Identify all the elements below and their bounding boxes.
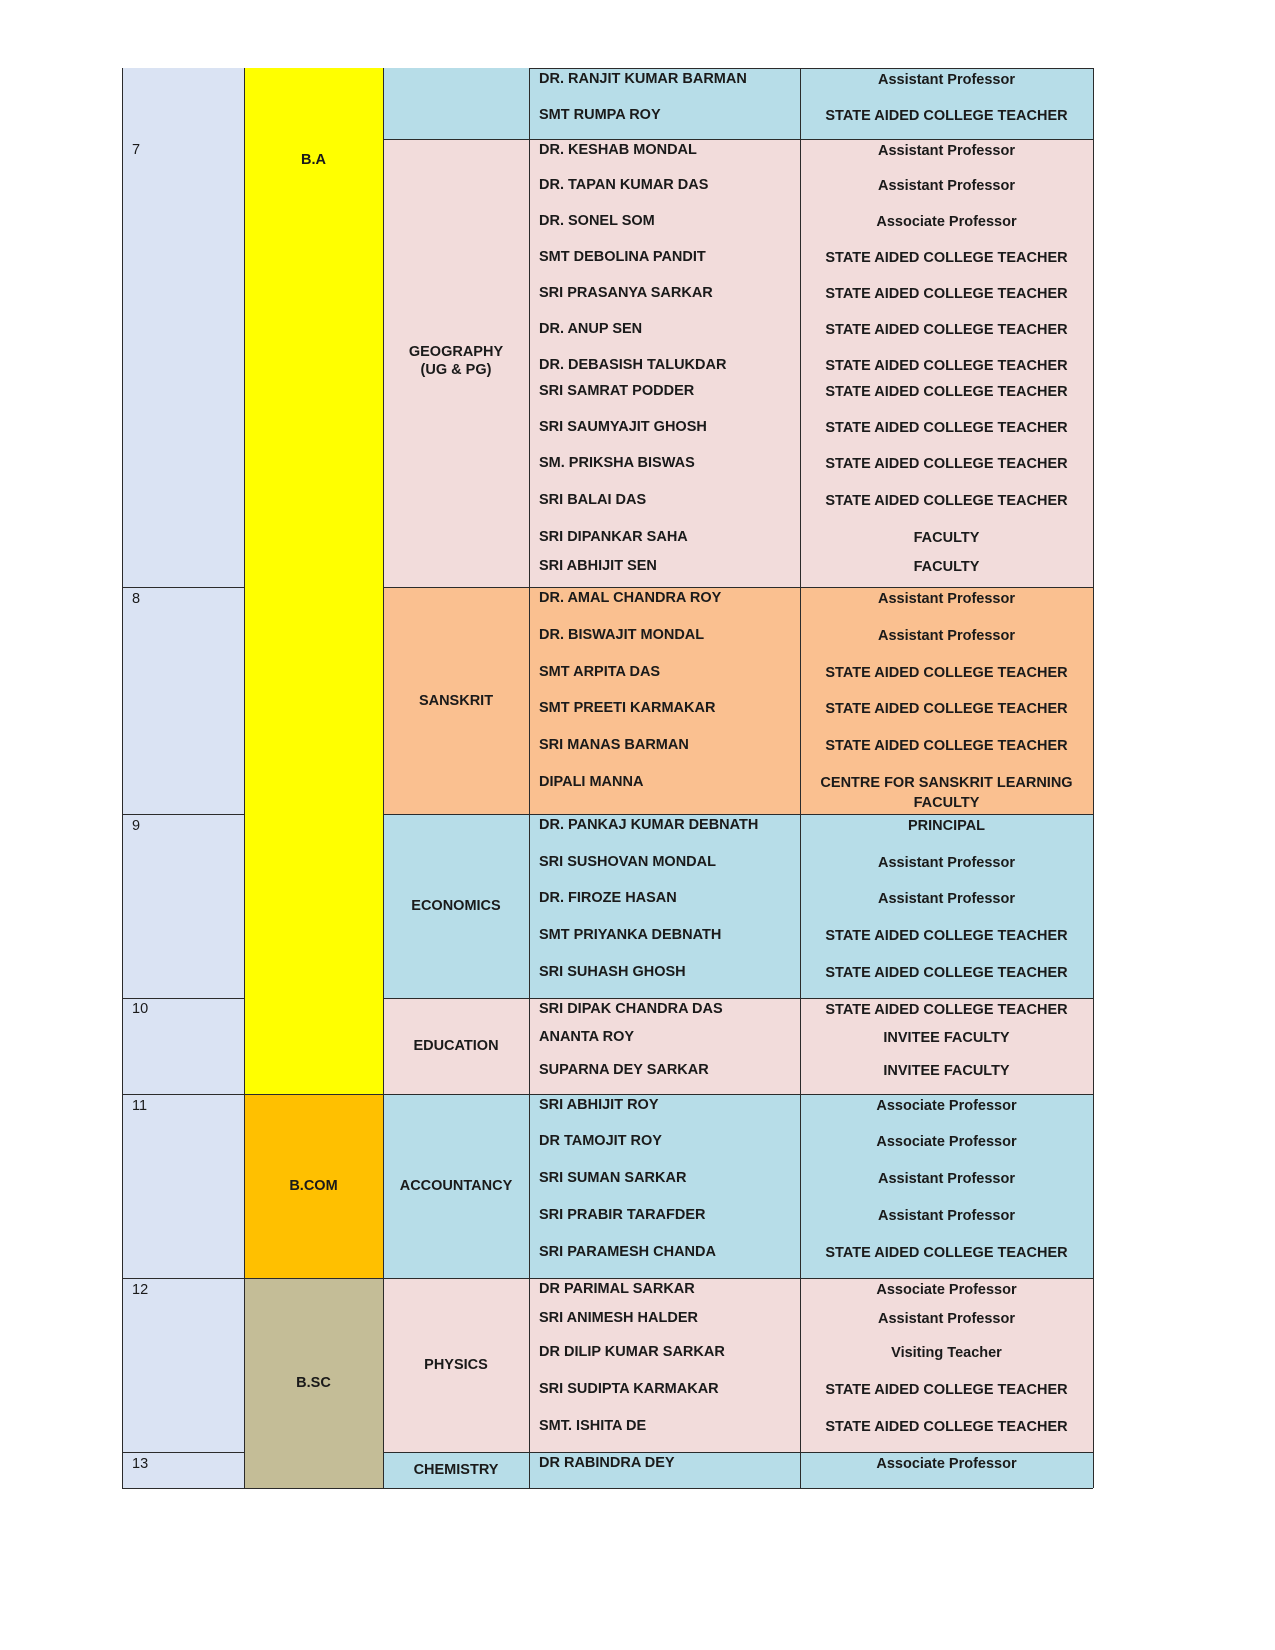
faculty-designation: Assistant Professor xyxy=(878,855,1015,871)
faculty-name: DR TAMOJIT ROY xyxy=(539,1133,662,1149)
faculty-name: SRI DIPAK CHANDRA DAS xyxy=(539,1001,723,1017)
faculty-designation: STATE AIDED COLLEGE TEACHER xyxy=(825,1419,1068,1435)
department-divider xyxy=(383,139,1093,140)
faculty-designation: STATE AIDED COLLEGE TEACHER xyxy=(825,420,1068,436)
faculty-designation: PRINCIPAL xyxy=(907,818,986,834)
faculty-designation: Assistant Professor xyxy=(878,72,1015,88)
faculty-name: DR. TAPAN KUMAR DAS xyxy=(539,177,709,193)
department-divider xyxy=(383,1278,1093,1279)
department-label: GEOGRAPHY (UG & PG) xyxy=(408,344,504,378)
faculty-name: DR. AMAL CHANDRA ROY xyxy=(539,590,722,606)
faculty-name: DR. DEBASISH TALUKDAR xyxy=(539,357,727,373)
serial-divider xyxy=(122,1452,244,1453)
department-label: EDUCATION xyxy=(413,1038,499,1054)
column-divider xyxy=(383,68,384,1488)
column-divider xyxy=(800,68,801,1488)
department-divider xyxy=(383,998,1093,999)
serial-cell xyxy=(122,1278,244,1452)
faculty-designation: INVITEE FACULTY xyxy=(883,1030,1010,1046)
faculty-name: SRI ABHIJIT ROY xyxy=(539,1097,659,1113)
stream-divider xyxy=(244,1278,383,1279)
serial-divider xyxy=(122,1278,244,1279)
faculty-name: SRI SAUMYAJIT GHOSH xyxy=(539,419,707,435)
faculty-name: DR. ANUP SEN xyxy=(539,321,643,337)
serial-divider xyxy=(122,998,244,999)
faculty-designation: Assistant Professor xyxy=(878,1171,1015,1187)
department-divider xyxy=(383,1488,1093,1489)
faculty-name: SMT PREETI KARMAKAR xyxy=(539,700,716,716)
faculty-designation: STATE AIDED COLLEGE TEACHER xyxy=(825,1002,1068,1018)
serial-cell xyxy=(122,587,244,814)
serial-number: 9 xyxy=(132,818,141,834)
faculty-designation: Associate Professor xyxy=(876,1134,1017,1150)
faculty-designation: Assistant Professor xyxy=(878,143,1015,159)
faculty-name: SRI SUHASH GHOSH xyxy=(539,964,686,980)
serial-cell xyxy=(122,1094,244,1278)
serial-divider xyxy=(122,1094,244,1095)
faculty-designation: Assistant Professor xyxy=(878,891,1015,907)
department-label: ECONOMICS xyxy=(411,898,501,914)
faculty-name: SRI SUMAN SARKAR xyxy=(539,1170,687,1186)
department-divider xyxy=(383,1452,1093,1453)
faculty-name: DR. BISWAJIT MONDAL xyxy=(539,627,705,643)
faculty-name: SRI DIPANKAR SAHA xyxy=(539,529,688,545)
faculty-name: ANANTA ROY xyxy=(539,1029,635,1045)
serial-number: 12 xyxy=(132,1282,149,1298)
column-divider xyxy=(529,68,530,1488)
faculty-designation: Associate Professor xyxy=(876,1282,1017,1298)
department-divider xyxy=(383,1094,1093,1095)
faculty-name: DR. FIROZE HASAN xyxy=(539,890,677,906)
faculty-designation: STATE AIDED COLLEGE TEACHER xyxy=(825,665,1068,681)
faculty-name: SRI SUDIPTA KARMAKAR xyxy=(539,1381,719,1397)
serial-number: 11 xyxy=(132,1098,148,1114)
faculty-designation: STATE AIDED COLLEGE TEACHER xyxy=(825,738,1068,754)
serial-divider xyxy=(122,814,244,815)
faculty-name: SRI MANAS BARMAN xyxy=(539,737,689,753)
faculty-designation: Visiting Teacher xyxy=(891,1345,1002,1361)
faculty-name: SRI PRASANYA SARKAR xyxy=(539,285,713,301)
faculty-designation: STATE AIDED COLLEGE TEACHER xyxy=(825,1382,1068,1398)
faculty-name: DR. RANJIT KUMAR BARMAN xyxy=(539,71,747,87)
faculty-designation: STATE AIDED COLLEGE TEACHER xyxy=(825,928,1068,944)
department-divider xyxy=(383,814,1093,815)
serial-cell xyxy=(122,68,244,587)
serial-number: 8 xyxy=(132,591,141,607)
faculty-name: SRI PARAMESH CHANDA xyxy=(539,1244,716,1260)
faculty-designation: STATE AIDED COLLEGE TEACHER xyxy=(825,1245,1068,1261)
department-label: SANSKRIT xyxy=(418,692,494,709)
faculty-designation: STATE AIDED COLLEGE TEACHER xyxy=(825,456,1068,472)
department-cell xyxy=(383,68,529,139)
stream-cell xyxy=(244,68,383,1094)
faculty-name: SMT PRIYANKA DEBNATH xyxy=(539,927,722,943)
faculty-designation: STATE AIDED COLLEGE TEACHER xyxy=(825,108,1068,124)
faculty-designation: STATE AIDED COLLEGE TEACHER xyxy=(825,286,1068,302)
stream-label: B.SC xyxy=(296,1375,331,1391)
serial-number: 7 xyxy=(132,142,141,158)
column-divider xyxy=(244,68,245,1488)
faculty-name: DR. PANKAJ KUMAR DEBNATH xyxy=(539,817,759,833)
faculty-designation: STATE AIDED COLLEGE TEACHER xyxy=(825,250,1068,266)
faculty-designation: Assistant Professor xyxy=(878,1311,1015,1327)
faculty-designation: FACULTY xyxy=(913,530,980,546)
faculty-designation: STATE AIDED COLLEGE TEACHER xyxy=(825,322,1068,338)
serial-cell xyxy=(122,814,244,998)
stream-label: B.COM xyxy=(289,1178,338,1194)
faculty-designation: STATE AIDED COLLEGE TEACHER xyxy=(825,358,1068,374)
faculty-designation: Assistant Professor xyxy=(878,178,1015,194)
department-label: ACCOUNTANCY xyxy=(399,1178,513,1194)
faculty-name: SMT RUMPA ROY xyxy=(539,107,661,123)
faculty-name: SMT ARPITA DAS xyxy=(539,664,661,680)
faculty-name: SRI SAMRAT PODDER xyxy=(539,383,695,399)
faculty-name: SRI PRABIR TARAFDER xyxy=(539,1207,706,1223)
faculty-designation: STATE AIDED COLLEGE TEACHER xyxy=(825,493,1068,509)
faculty-name: SRI ABHIJIT SEN xyxy=(539,558,657,574)
faculty-designation: INVITEE FACULTY xyxy=(883,1063,1010,1079)
faculty-name: SUPARNA DEY SARKAR xyxy=(539,1062,709,1078)
faculty-name: SM. PRIKSHA BISWAS xyxy=(539,455,695,471)
faculty-designation: Assistant Professor xyxy=(878,628,1015,644)
serial-divider xyxy=(122,587,244,588)
faculty-name: DR. SONEL SOM xyxy=(539,213,655,229)
department-label: CHEMISTRY xyxy=(413,1462,499,1478)
serial-number: 13 xyxy=(132,1456,149,1472)
faculty-designation: CENTRE FOR SANSKRIT LEARNING FACULTY xyxy=(820,775,1073,811)
department-divider xyxy=(383,587,1093,588)
stream-divider xyxy=(244,1094,383,1095)
faculty-name: SMT DEBOLINA PANDIT xyxy=(539,249,706,265)
faculty-designation: Assistant Professor xyxy=(878,1208,1015,1224)
faculty-name: DR. KESHAB MONDAL xyxy=(539,142,697,158)
column-divider xyxy=(1093,68,1094,1488)
faculty-name: DIPALI MANNA xyxy=(539,774,644,790)
department-label: PHYSICS xyxy=(424,1357,488,1373)
faculty-designation: Assistant Professor xyxy=(878,591,1015,607)
table-top-border xyxy=(529,68,1093,69)
faculty-name: SMT. ISHITA DE xyxy=(539,1418,647,1434)
faculty-name: DR DILIP KUMAR SARKAR xyxy=(539,1344,725,1360)
faculty-name: SRI BALAI DAS xyxy=(539,492,647,508)
faculty-name: DR RABINDRA DEY xyxy=(539,1455,675,1471)
stream-divider xyxy=(244,1488,383,1489)
faculty-designation: STATE AIDED COLLEGE TEACHER xyxy=(825,701,1068,717)
stream-label: B.A xyxy=(301,152,326,168)
faculty-designation: Associate Professor xyxy=(876,1456,1017,1472)
faculty-name: DR PARIMAL SARKAR xyxy=(539,1281,695,1297)
faculty-designation: STATE AIDED COLLEGE TEACHER xyxy=(825,965,1068,981)
serial-number: 10 xyxy=(132,1001,149,1017)
faculty-name: SRI SUSHOVAN MONDAL xyxy=(539,854,716,870)
column-divider xyxy=(122,68,123,1488)
faculty-designation: FACULTY xyxy=(913,559,980,575)
faculty-designation: Associate Professor xyxy=(876,214,1017,230)
faculty-designation: Associate Professor xyxy=(876,1098,1017,1114)
faculty-name: SRI ANIMESH HALDER xyxy=(539,1310,698,1326)
faculty-designation: STATE AIDED COLLEGE TEACHER xyxy=(825,384,1068,400)
serial-divider xyxy=(122,1488,244,1489)
